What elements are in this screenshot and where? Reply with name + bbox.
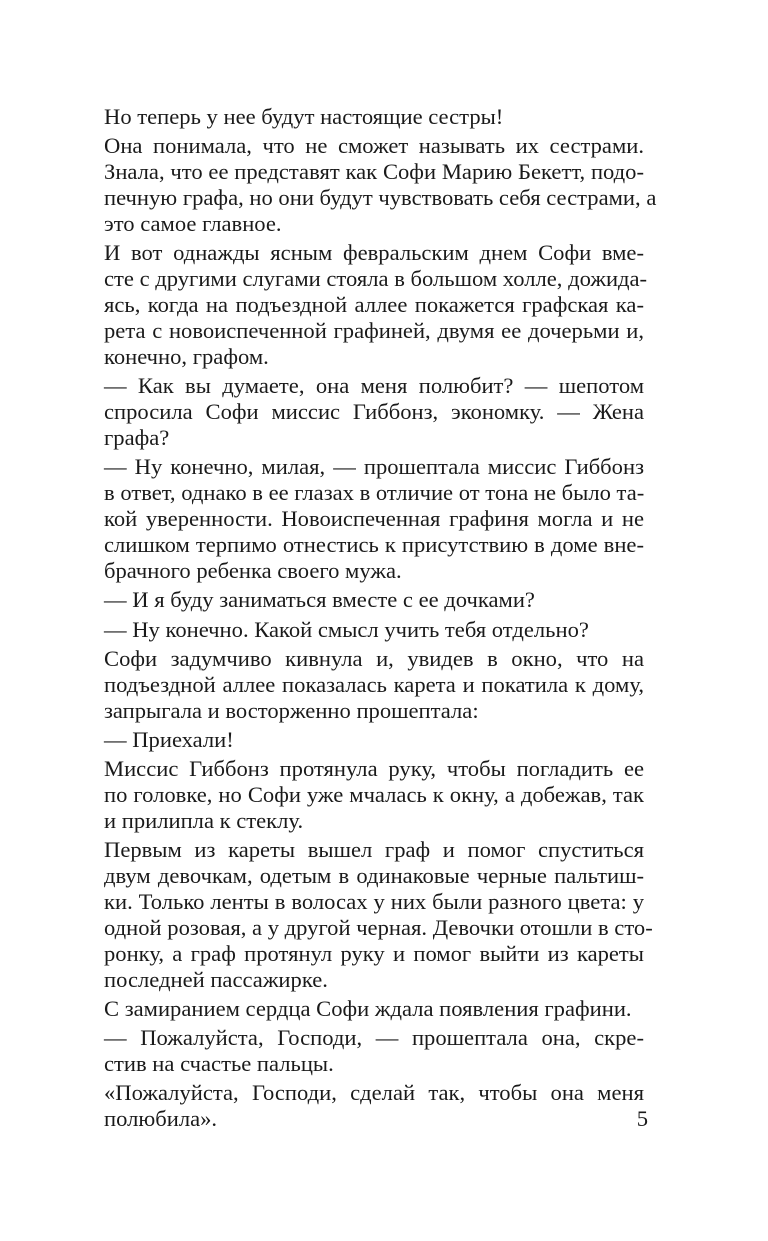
text-line: в ответ, однако в ее глазах в отличие от тона не было та- <box>104 480 645 506</box>
text-line: Но теперь у нее будут настоящие сестры! <box>104 104 504 129</box>
text-line: Она понимала, что не сможет называть их сестрами. <box>104 133 644 159</box>
text-line: полюбила». <box>104 1106 218 1132</box>
text-line: — И я буду заниматься вместе с ее дочками? <box>104 587 535 613</box>
text-line: Первым из кареты вышел граф и помог спуститься <box>104 836 644 862</box>
text-line: ясь, когда на подъездной аллее покажется графская ка- <box>104 292 644 318</box>
text-line: — Ну конечно, милая, — прошептала миссис Гиббонз <box>104 454 644 480</box>
text-line: Софи задумчиво кивнула и, увидев в окно, что на <box>104 645 644 671</box>
body-text <box>104 104 657 1135</box>
paragraph <box>104 617 644 643</box>
text-line: стив на счастье пальцы. <box>104 1051 334 1077</box>
text-line: Знала, что ее представят как Софи Марию Бекетт, подо- <box>104 159 644 185</box>
text-line: это самое главное. <box>104 211 282 237</box>
text-line: кой уверенности. Новоиспеченная графиня могла и не <box>104 506 644 532</box>
text-line: ронку, а граф протянул руку и помог выйти из кареты <box>104 940 644 966</box>
paragraph <box>104 587 644 613</box>
text-line: печную графа, но они будут чувствовать себя сестрами, а <box>104 185 657 211</box>
paragraph <box>104 836 653 993</box>
text-line: Миссис Гиббонз протянула руку, чтобы погладить ее <box>104 755 644 781</box>
text-line: И вот однажды ясным февральским днем Софи вме- <box>104 240 644 266</box>
text-line: по головке, но Софи уже мчалась к окну, а добежав, так <box>104 781 644 807</box>
paragraph <box>104 1025 644 1077</box>
text-line: слишком терпимо отнестись к присутствию в доме вне- <box>104 532 644 558</box>
paragraph <box>104 646 644 724</box>
text-line: — Приехали! <box>104 726 234 752</box>
text-line: — Ну конечно. Какой смысл учить тебя отдельно? <box>104 616 589 642</box>
text-line: спросила Софи миссис Гиббонз, экономку. — Жена <box>104 399 644 425</box>
paragraph <box>104 756 644 834</box>
text-line: ки. Только ленты в волосах у них были разного цвета: у <box>104 888 644 914</box>
text-line: запрыгала и восторженно прошептала: <box>104 697 479 723</box>
text-line: последней пассажирке. <box>104 966 328 992</box>
text-line: рета с новоиспеченной графиней, двумя ее дочерьми и, <box>104 318 644 344</box>
text-line: графа? <box>104 425 170 451</box>
paragraph <box>104 727 644 753</box>
paragraph <box>104 454 644 584</box>
text-line: одной розовая, а у другой черная. Девочки отошли в сто- <box>104 914 653 940</box>
text-line: и прилипла к стеклу. <box>104 807 304 833</box>
paragraph <box>104 373 644 451</box>
text-line: брачного ребенка своего мужа. <box>104 558 402 584</box>
text-line: сте с другими слугами стояла в большом холле, дожида- <box>104 266 648 292</box>
text-line: С замиранием сердца Софи ждала появления графини. <box>104 996 632 1022</box>
text-line: конечно, графом. <box>104 344 269 370</box>
paragraph <box>104 104 644 130</box>
text-line: подъездной аллее показалась карета и покатила к дому, <box>104 671 644 697</box>
text-line: — Как вы думаете, она меня полюбит? — шепотом <box>104 373 644 399</box>
text-line: «Пожалуйста, Господи, сделай так, чтобы она меня <box>104 1080 644 1106</box>
text-line: двум девочкам, одетым в одинаковые черные пальтиш- <box>104 862 644 888</box>
paragraph <box>104 133 657 237</box>
paragraph <box>104 240 648 370</box>
paragraph <box>104 996 644 1022</box>
paragraph <box>104 1080 644 1132</box>
page-number: 5 <box>636 1106 648 1131</box>
text-line: — Пожалуйста, Господи, — прошептала она, скре- <box>104 1025 644 1051</box>
